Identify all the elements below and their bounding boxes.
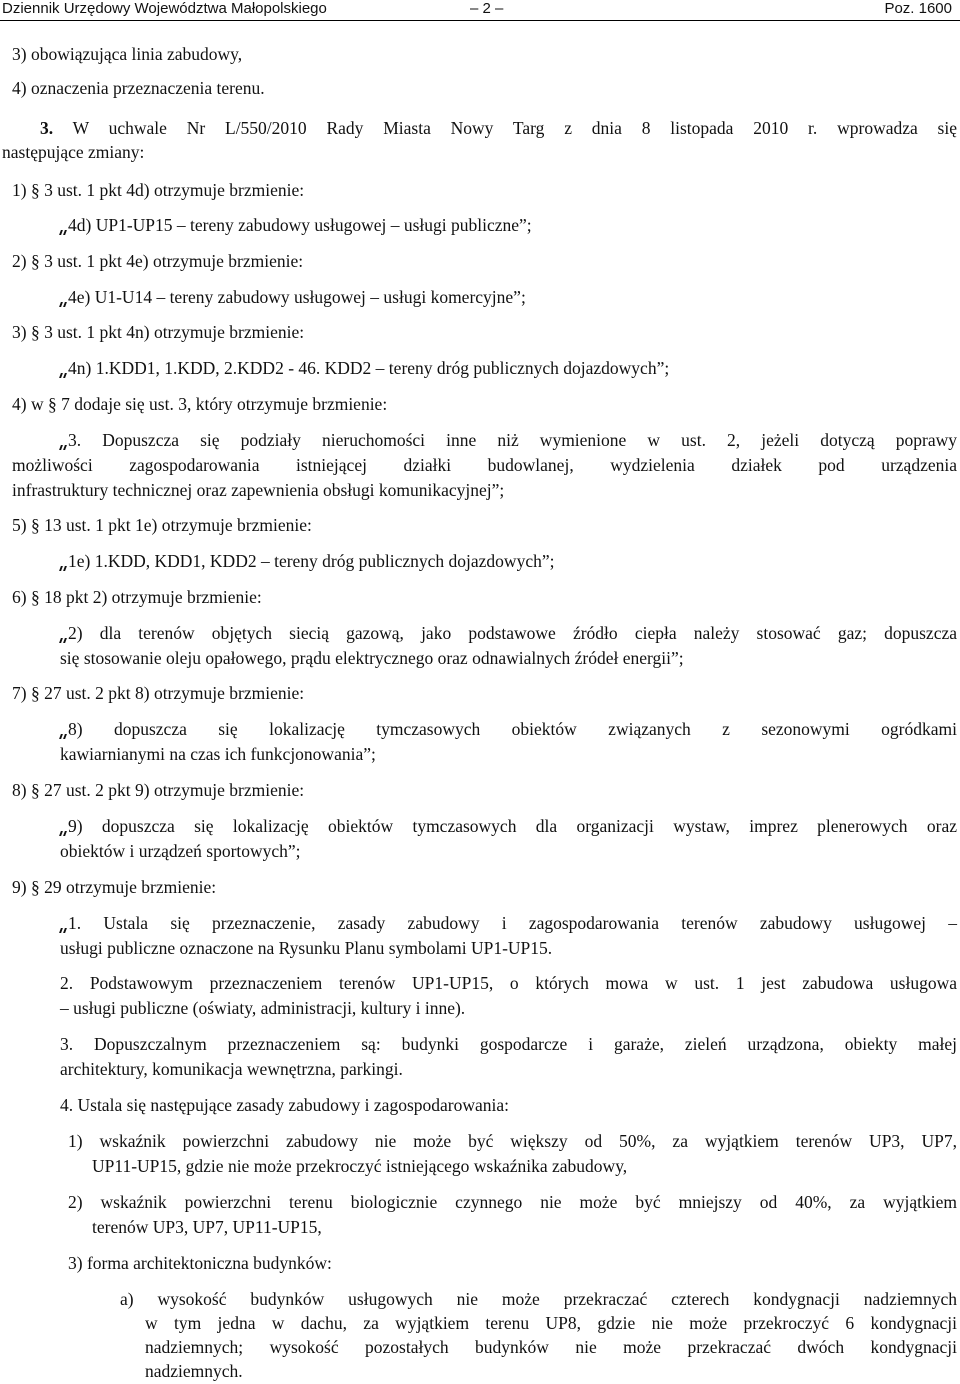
quoted-text: 3. Dopuszcza się podziały nieruchomości inne niż wymienione w ust. 2, jeżeli dotyczą poprawy bbox=[68, 430, 957, 450]
paragraph: 3. Dopuszczalnym przeznaczeniem są: budynki gospodarcze i garaże, zieleń urządzona, obiekty małej bbox=[60, 1034, 957, 1054]
quoted-text: 4d) UP1-UP15 – tereny zabudowy usługowej – usługi publiczne”; bbox=[68, 215, 532, 235]
paragraph: 4. Ustala się następujące zasady zabudowy i zagospodarowania: bbox=[60, 1095, 510, 1115]
list-item: 2) wskaźnik powierzchni terenu biologicznie czynnego nie może być mniejszy od 40%, za wyjątkiem bbox=[68, 1192, 957, 1212]
sub-item-cont: nadziemnych; wysokość pozostałych budynków nie może przekraczać dwóch kondygnacji bbox=[145, 1337, 957, 1357]
sub-item: a) wysokość budynków usługowych nie może przekraczać czterech kondygnacji nadziemnych bbox=[120, 1289, 957, 1309]
list-item: 1) wskaźnik powierzchni zabudowy nie może być większy od 50%, za wyjątkiem terenów UP3, UP7, bbox=[68, 1131, 957, 1151]
quoted-text-cont: infrastruktury technicznej oraz zapewnienia obsługi komunikacyjnej”; bbox=[12, 480, 505, 500]
paragraph: 2. Podstawowym przeznaczeniem terenów UP1-UP15, o których mowa w ust. 1 jest zabudowa usługowa bbox=[60, 973, 957, 993]
sub-item-cont: w tym jedna w dachu, za wyjątkiem terenu UP8, gdzie nie może przekroczyć 6 kondygnacji bbox=[145, 1313, 957, 1333]
section-3-intro: 3. W uchwale Nr L/550/2010 Rady Miasta Nowy Targ z dnia 8 listopada 2010 r. wprowadza się bbox=[40, 118, 957, 138]
change-item: 1) § 3 ust. 1 pkt 4d) otrzymuje brzmienie: bbox=[12, 180, 305, 200]
quoted-text: 1. Ustala się przeznaczenie, zasady zabudowy i zagospodarowania terenów zabudowy usługowej – bbox=[68, 913, 957, 933]
quoted-text-cont: obiektów i urządzeń sportowych”; bbox=[60, 841, 301, 861]
change-item: 7) § 27 ust. 2 pkt 8) otrzymuje brzmienie: bbox=[12, 683, 305, 703]
quoted-text-cont: kawiarnianymi na czas ich funkcjonowania”; bbox=[60, 744, 376, 764]
list-item-cont: UP11-UP15, gdzie nie może przekroczyć istniejącego wskaźnika zabudowy, bbox=[92, 1156, 628, 1176]
sub-item-cont: nadziemnych. bbox=[145, 1361, 243, 1381]
quoted-text-cont: możliwości zagospodarowania istniejącej działki budowlanej, wydzielenia działek pod urządzenia bbox=[12, 455, 957, 475]
list-item-cont: terenów UP3, UP7, UP11-UP15, bbox=[92, 1217, 322, 1237]
quoted-text: 1e) 1.KDD, KDD1, KDD2 – tereny dróg publicznych dojazdowych”; bbox=[68, 551, 555, 571]
change-item: 8) § 27 ust. 2 pkt 9) otrzymuje brzmienie: bbox=[12, 780, 305, 800]
change-item: 2) § 3 ust. 1 pkt 4e) otrzymuje brzmienie: bbox=[12, 251, 304, 271]
paragraph-cont: architektury, komunikacja wewnętrzna, parkingi. bbox=[60, 1059, 403, 1079]
quoted-text: 9) dopuszcza się lokalizację obiektów tymczasowych dla organizacji wystaw, imprez plenerowych oraz bbox=[68, 816, 957, 836]
change-item: 4) w § 7 dodaje się ust. 3, który otrzymuje brzmienie: bbox=[12, 394, 388, 414]
quoted-text: 4e) U1-U14 – tereny zabudowy usługowej – usługi komercyjne”; bbox=[68, 287, 526, 307]
section-number: 3. bbox=[40, 118, 54, 138]
paragraph-cont: – usługi publiczne (oświaty, administracji, kultury i inne). bbox=[60, 998, 466, 1018]
quoted-text: 4n) 1.KDD1, 1.KDD, 2.KDD2 - 46. KDD2 – tereny dróg publicznych dojazdowych”; bbox=[68, 358, 670, 378]
quoted-text: 8) dopuszcza się lokalizację tymczasowych obiektów związanych z sezonowymi ogródkami bbox=[68, 719, 957, 739]
list-item: 4) oznaczenia przeznaczenia terenu. bbox=[12, 78, 265, 98]
quoted-text-cont: się stosowanie oleju opałowego, prądu elektrycznego oraz odnawialnych źródeł energii”; bbox=[60, 648, 684, 668]
change-item: 3) § 3 ust. 1 pkt 4n) otrzymuje brzmienie: bbox=[12, 322, 305, 342]
page-number: – 2 – bbox=[470, 0, 504, 17]
quoted-text-cont: usługi publiczne oznaczone na Rysunku Planu symbolami UP1-UP15. bbox=[60, 938, 553, 958]
change-item: 9) § 29 otrzymuje brzmienie: bbox=[12, 877, 217, 897]
journal-title: Dziennik Urzędowy Województwa Małopolskiego bbox=[2, 0, 327, 17]
list-item: 3) obowiązująca linia zabudowy, bbox=[12, 44, 243, 64]
quoted-text: 2) dla terenów objętych siecią gazową, jako podstawowe źródło ciepła należy stosować gaz; dopuszcza bbox=[68, 623, 957, 643]
page-header bbox=[0, 0, 960, 21]
section-3-intro-cont: następujące zmiany: bbox=[2, 142, 145, 162]
change-item: 5) § 13 ust. 1 pkt 1e) otrzymuje brzmienie: bbox=[12, 515, 312, 535]
position-number: Poz. 1600 bbox=[884, 0, 952, 17]
change-item: 6) § 18 pkt 2) otrzymuje brzmienie: bbox=[12, 587, 262, 607]
list-item: 3) forma architektoniczna budynków: bbox=[68, 1253, 332, 1273]
